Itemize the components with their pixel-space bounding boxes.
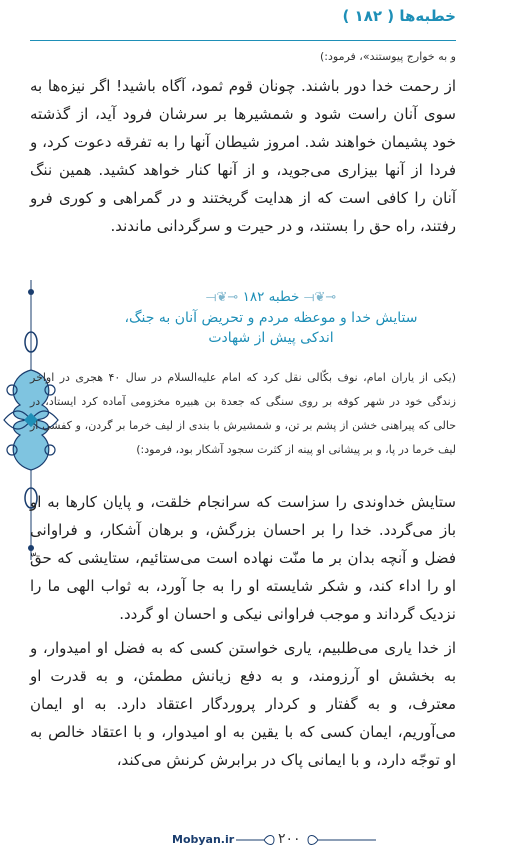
ornament-right-icon: ⟜❦⟝ (205, 290, 239, 305)
ornament-left-icon: ⟜❦⟝ (303, 290, 337, 305)
page-number: ۲۰۰ (278, 831, 301, 847)
footer-site: Mobyan.ir (172, 833, 235, 846)
sermon-number: خطبه ۱۸۲ (242, 289, 300, 305)
running-header (30, 6, 456, 34)
footer-ornament-right-icon (306, 833, 376, 847)
intro-line: و به خوارج پیوستند»، فرمود:) (320, 50, 456, 63)
sermon-heading (86, 287, 456, 348)
header-rule (30, 40, 456, 41)
page-footer (0, 829, 520, 851)
header-title: خطبه‌ها ( ۱۸۲ ) (342, 7, 456, 25)
footer-ornament-left-icon (236, 833, 276, 847)
sermon-title-line-2: اندکی پیش از شهادت (208, 330, 334, 346)
sermon-number-line (86, 287, 456, 308)
sermon-title-line-1: ستایش خدا و موعظه مردم و تحریض آنان به جنگ، (124, 310, 418, 326)
paragraph-3: ستایش خداوندی را سزاست که سرانجام خلقت، و پایان کارها به او باز می‌گردد. خدا را بر احسان بزرگش، و برهان آشکار، و فراوانی فضل و آنچه بدان بر ما منّت نهاده است می‌ستائیم، ستایشی که حقّ او را اداء کند، و شکر شایسته او را به جا آورد، به ثواب الهی ما را نزدیک گرداند و موجب فراوانی نیکی و احسان او گردد. (30, 493, 456, 623)
paragraph-1: از رحمت خدا دور باشند. چونان قوم ثمود، آگاه باشید! اگر نیزه‌ها به سوی آنان راست شود و شمشیرها بر سرشان فرود آید، از گذشته خود پشیمان خواهند شد. امروز شیطان آنها را به تفرقه دعوت کرد، و فردا از آنها بیزاری می‌جوید، و از آنها کنار خواهد کشید. همین ننگ آنان را کافی است که از هدایت گریختند و در گمراهی و کوری فرو رفتند، راه حق را بستند، و در حیرت و سرگردانی ماندند. (30, 77, 456, 235)
paragraph-2-narration: (یکی از یاران امام، نوف بکّالی نقل کرد که امام علیه‌السلام در سال ۴۰ هجری در اواخر زندگی خود در شهر کوفه بر روی سنگی که جعدة بن هبیره مخزومی آماده کرد ایستاد، در حالی که پیراهنی خشن از پشم بر تن، و شمشیرش با بندی از لیف خرما بر گردن، و کفشی از لیف خرما در پا، و بر پیشانی او پینه از کثرت سجود آشکار بود، فرمود:) (30, 371, 456, 456)
paragraph-4: از خدا یاری می‌طلبیم، یاری خواستن کسی که به فضل او امیدوار، و به بخشش او آرزومند، و به دفع زیانش مطمئن، و به قدرت او معترف، و به گفتار و کردار پروردگار اعتقاد دارد. به او ایمان می‌آوریم، ایمان کسی که با یقین به او امیدوار، و با اعتقاد خالص به او توجّه دارد، و با ایمانی پاک در برابرش کرنش می‌کند، (30, 639, 456, 769)
